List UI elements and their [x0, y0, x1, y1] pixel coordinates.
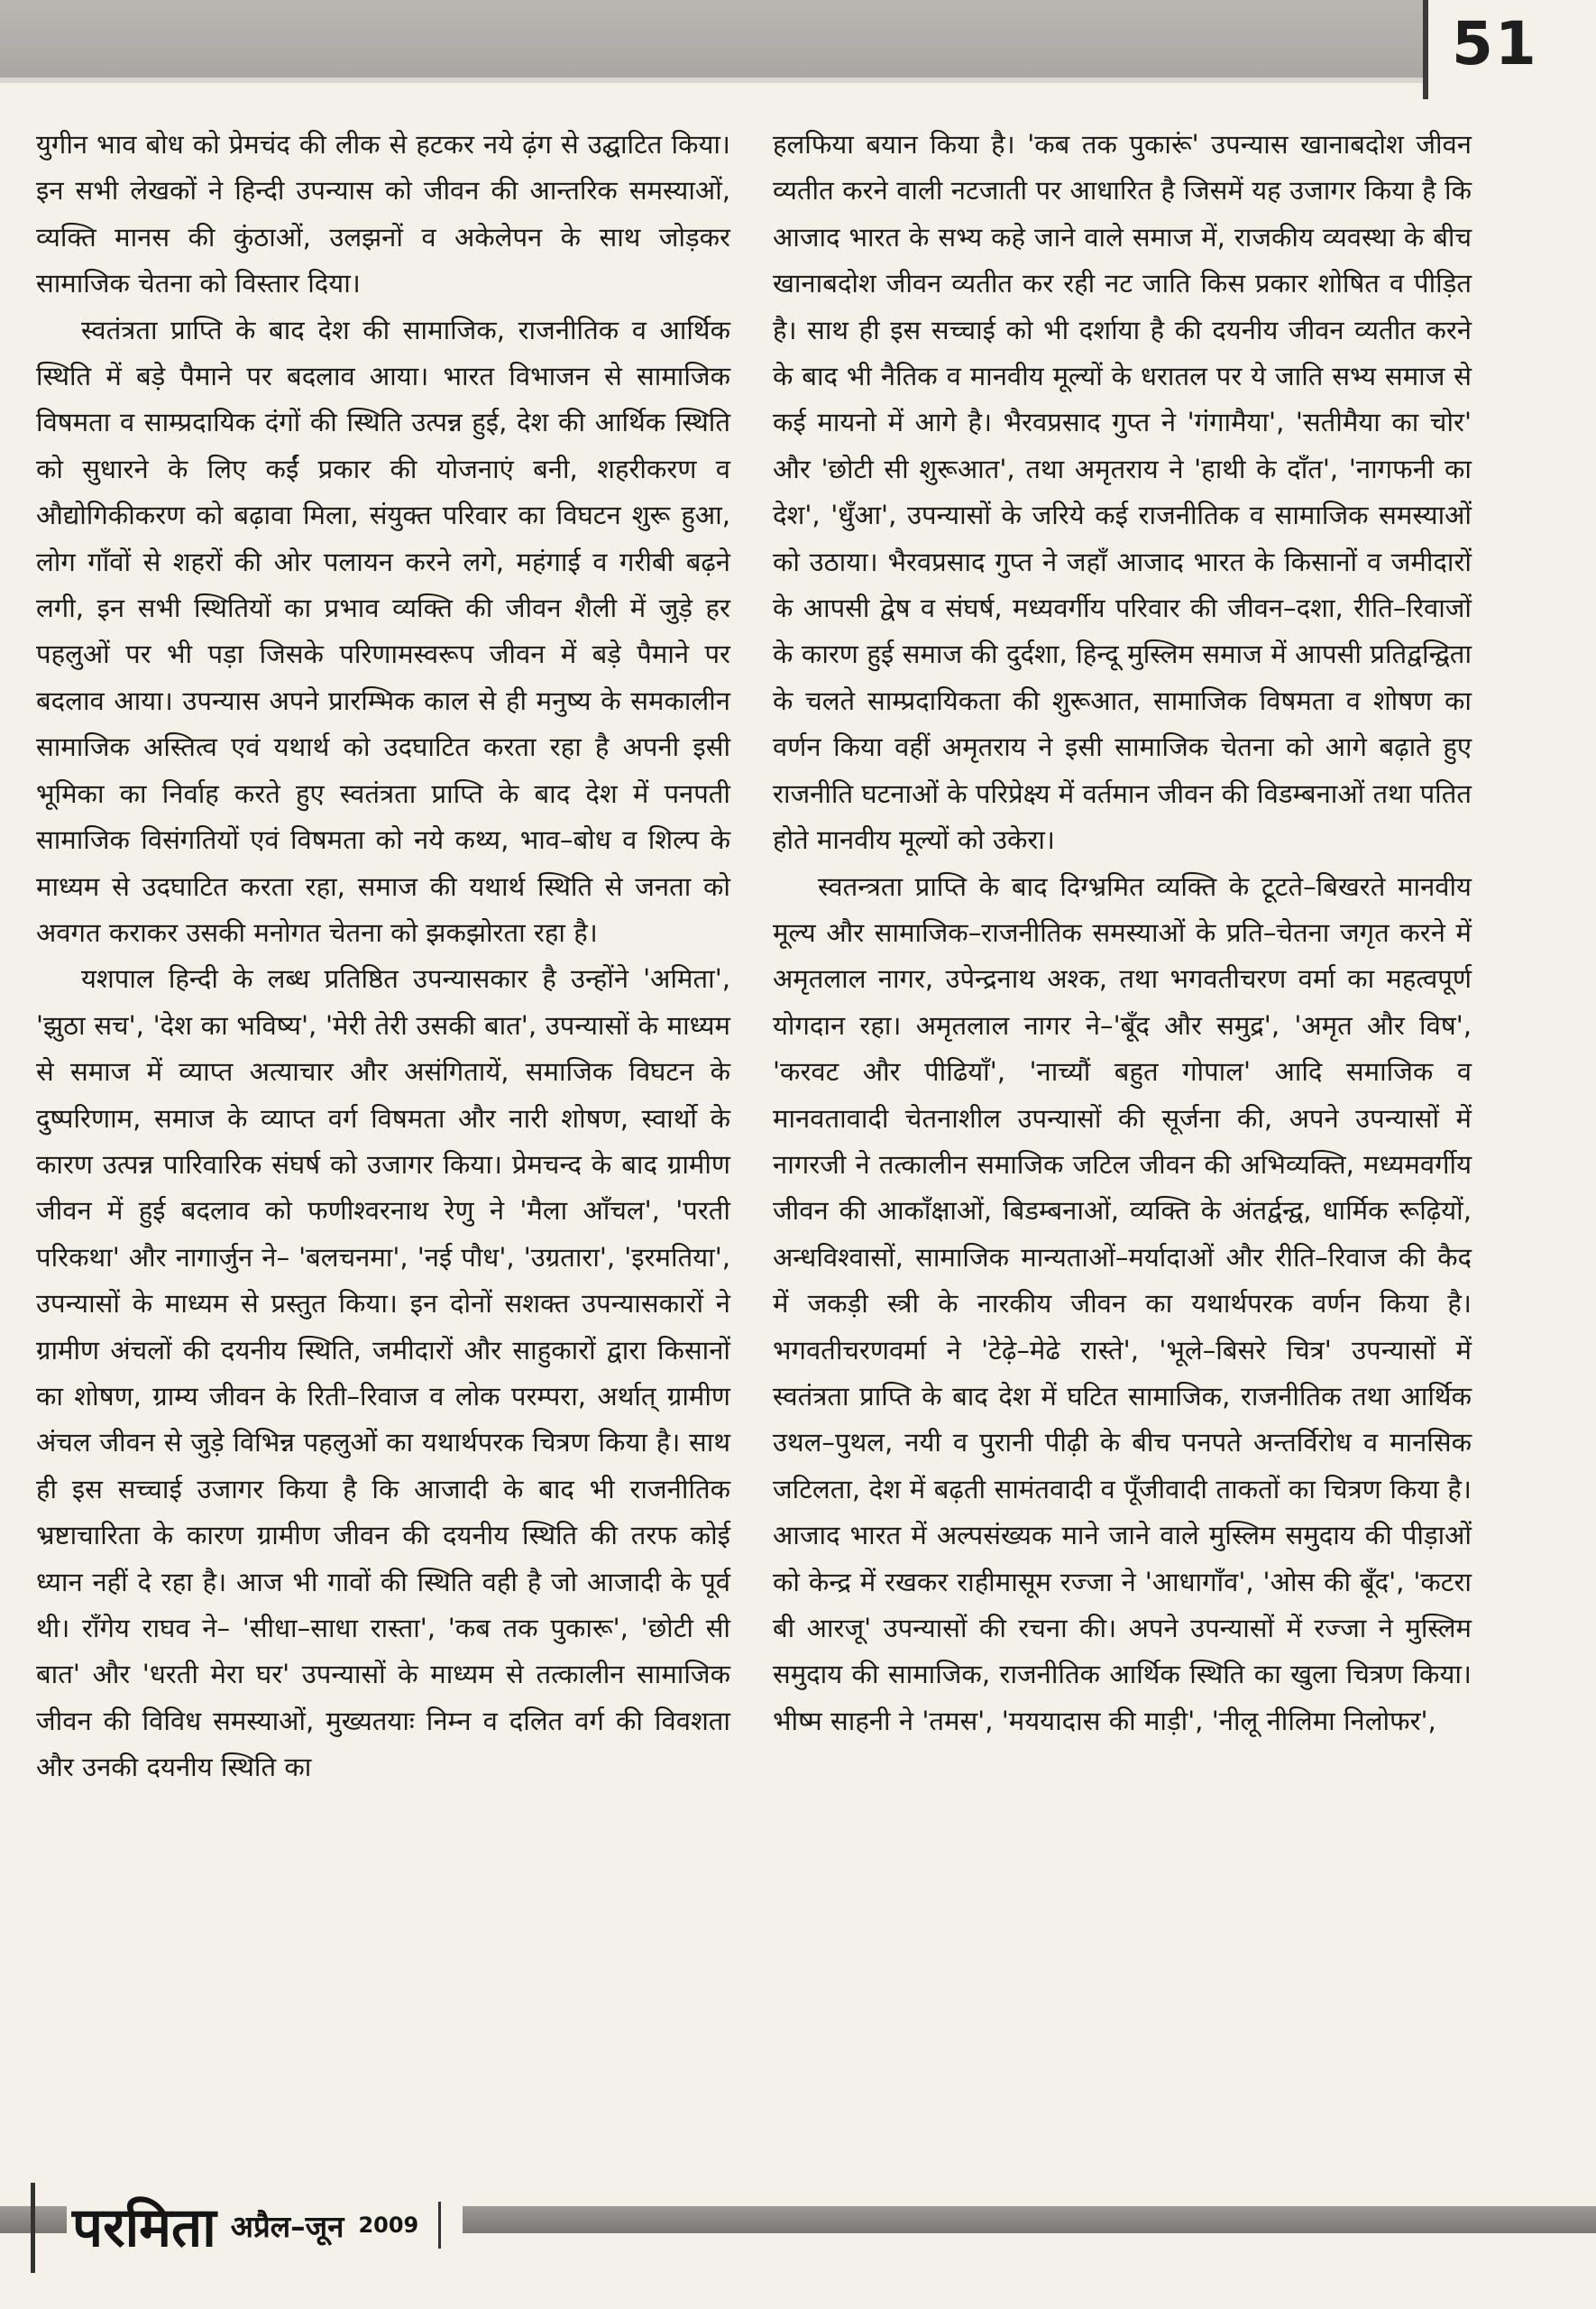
footer-brand-rule [438, 2202, 441, 2249]
left-column [36, 122, 730, 1791]
issue-year: 2009 [358, 2212, 419, 2238]
issue-label: अप्रैल–जून [230, 2208, 344, 2244]
right-column [773, 122, 1472, 1744]
paragraph: हलफिया बयान किया है। 'कब तक पुकारूं' उपन्यास खानाबदोश जीवन व्यतीत करने वाली नटजाती पर आधारित है जिसमें यह उजागर किया है कि आजाद भारत के सभ्य कहे जाने वाले समाज में, राजकीय व्यवस्था के बीच खानाबदोश जीवन व्यतीत कर रही नट जाति किस प्रकार शोषित व पीड़ित है। साथ ही इस सच्चाई को भी दर्शाया है की दयनीय जीवन व्यतीत करने के बाद भी नैतिक व मानवीय मूल्यों के धरातल पर ये जाति सभ्य समाज से कई मायनो में आगे है। भैरवप्रसाद गुप्त ने 'गंगामैया', 'सतीमैया का चोर' और 'छोटी सी शुरूआत', तथा अमृतराय ने 'हाथी के दाँत', 'नागफनी का देश', 'धुँआ', उपन्यासों के जरिये कई राजनीतिक व सामाजिक समस्याओं को उठाया। भैरवप्रसाद गुप्त ने जहाँ आजाद भारत के किसानों व जमीदारों के आपसी द्वेष व संघर्ष, मध्यवर्गीय परिवार की जीवन–दशा, रीति–रिवाजों के कारण हुई समाज की दुर्दशा, हिन्दू मुस्लिम समाज में आपसी प्रतिद्वन्द्विता के चलते साम्प्रदायिकता की शुरूआत, सामाजिक विषमता व शोषण का वर्णन किया वहीं अमृतराय ने इसी सामाजिक चेतना को आगे बढ़ाते हुए राजनीति घटनाओं के परिप्रेक्ष्य में वर्तमान जीवन की विडम्बनाओं तथा पतित होते मानवीय मूल्यों को उकेरा। [773, 129, 1472, 856]
top-header-divider [0, 78, 1423, 83]
footer-brand [67, 2185, 463, 2266]
magazine-name: परमिता [72, 2196, 216, 2259]
footer-left-rule [31, 2183, 35, 2273]
paragraph: स्वतंत्रता प्राप्ति के बाद देश की सामाजिक, राजनीतिक व आर्थिक स्थिति में बड़े पैमाने पर बदलाव आया। भारत विभाजन से सामाजिक विषमता व साम्प्रदायिक दंगों की स्थिति उत्पन्न हुई, देश की आर्थिक स्थिति को सुधारने के लिए कईं प्रकार की योजनाएं बनी, शहरीकरण व औद्योगिकीकरण को बढ़ावा मिला, संयुक्त परिवार का विघटन शुरू हुआ, लोग गाँवों से शहरों की ओर पलायन करने लगे, महंगाई व गरीबी बढ़ने लगी, इन सभी स्थितियों का प्रभाव व्यक्ति की जीवन शैली में जुड़े हर पहलुओं पर भी पड़ा जिसके परिणामस्वरूप जीवन में बड़े पैमाने पर बदलाव आया। उपन्यास अपने प्रारम्भिक काल से ही मनुष्य के समकालीन सामाजिक अस्तित्व एवं यथार्थ को उदघाटित करता रहा है अपनी इसी भूमिका का निर्वाह करते हुए स्वतंत्रता प्राप्ति के बाद देश में पनपती सामाजिक विसंगतियों एवं विषमता को नये कथ्य, भाव–बोध व शिल्प के माध्यम से उदघाटित करता रहा, समाज की यथार्थ स्थिति से जनता को अवगत कराकर उसकी मनोगत चेतना को झकझोरता रहा है। [36, 314, 730, 948]
page-number: 51 [1452, 9, 1538, 78]
paragraph: यशपाल हिन्दी के लब्ध प्रतिष्ठित उपन्यासकार है उन्होंने 'अमिता', 'झुठा सच', 'देश का भविष्य', 'मेरी तेरी उसकी बात', उपन्यासों के माध्यम से समाज में व्याप्त अत्याचार और असंगितायें, समाजिक विघटन के दुष्परिणाम, समाज के व्याप्त वर्ग विषमता और नारी शोषण, स्वार्थो के कारण उत्पन्न पारिवारिक संघर्ष को उजागर किया। प्रेमचन्द के बाद ग्रामीण जीवन में हुई बदलाव को फणीश्वरनाथ रेणु ने 'मैला आँचल', 'परती परिकथा' और नागार्जुन ने– 'बलचनमा', 'नई पौध', 'उग्रतारा', 'इरमतिया', उपन्यासों के माध्यम से प्रस्तुत किया। इन दोनों सशक्त उपन्यासकारों ने ग्रामीण अंचलों की दयनीय स्थिति, जमीदारों और साहुकारों द्वारा किसानों का शोषण, ग्राम्य जीवन के रिती–रिवाज व लोक परम्परा, अर्थात् ग्रामीण अंचल जीवन से जुड़े विभिन्न पहलुओं का यथार्थपरक चित्रण किया है। साथ ही इस सच्चाई उजागर किया है कि आजादी के बाद भी राजनीतिक भ्रष्टाचारिता के कारण ग्रामीण जीवन की दयनीय स्थिति की तरफ कोई ध्यान नहीं दे रहा है। आज भी गावों की स्थिति वही है जो आजादी के पूर्व थी। राँगेय राघव ने– 'सीधा–साधा रास्ता', 'कब तक पुकारू', 'छोटी सी बात' और 'धरती मेरा घर' उपन्यासों के माध्यम से तत्कालीन सामाजिक जीवन की विविध समस्याओं, मुख्यतयाः निम्न व दलित वर्ग की विवशता और उनकी दयनीय स्थिति का [36, 963, 730, 1783]
paragraph: युगीन भाव बोध को प्रेमचंद की लीक से हटकर नये ढ़ंग से उद्घाटित किया। इन सभी लेखकों ने हिन्दी उपन्यास को जीवन की आन्तरिक समस्याओं, व्यक्ति मानस की कुंठाओं, उलझनों व अकेलेपन के साथ जोड़कर सामाजिक चेतना को विस्तार दिया। [36, 129, 730, 299]
page-number-separator [1423, 0, 1428, 99]
paragraph: स्वतन्त्रता प्राप्ति के बाद दिग्भ्रमित व्यक्ति के टूटते–बिखरते मानवीय मूल्य और सामाजिक–राजनीतिक समस्याओं के प्रति–चेतना जगृत करने में अमृतलाल नागर, उपेन्द्रनाथ अश्क, तथा भगवतीचरण वर्मा का महत्वपूर्ण योगदान रहा। अमृतलाल नागर ने–'बूँद और समुद्र', 'अमृत और विष', 'करवट और पीढियाँ', 'नाच्यौं बहुत गोपाल' आदि समाजिक व मानवतावादी चेतनाशील उपन्यासों की सूर्जना की, अपने उपन्यासों में नागरजी ने तत्कालीन समाजिक जटिल जीवन की अभिव्यक्ति, मध्यमवर्गीय जीवन की आकाँक्षाओं, बिडम्बनाओं, व्यक्ति के अंतर्द्वन्द्व, धार्मिक रूढ़ियों, अन्धविश्वासों, सामाजिक मान्यताओं–मर्यादाओं और रीति–रिवाज की कैद में जकड़ी स्त्री के नारकीय जीवन का यथार्थपरक वर्णन किया है। भगवतीचरणवर्मा ने 'टेढ़े–मेढे रास्ते', 'भूले–बिसरे चित्र' उपन्यासों में स्वतंत्रता प्राप्ति के बाद देश में घटित सामाजिक, राजनीतिक तथा आर्थिक उथल–पुथल, नयी व पुरानी पीढ़ी के बीच पनपते अन्तर्विरोध व मानसिक जटिलता, देश में बढ़ती सामंतवादी व पूँजीवादी ताकतों का चित्रण किया है। आजाद भारत में अल्पसंख्यक माने जाने वाले मुस्लिम समुदाय की पीड़ाओं को केन्द्र में रखकर राहीमासूम रज्जा ने 'आधागाँव', 'ओस की बूँद', 'कटरा बी आरजू' उपन्यासों की रचना की। अपने उपन्यासों में रज्जा ने मुस्लिम समुदाय की सामाजिक, राजनीतिक आर्थिक स्थिति का खुला चित्रण किया। भीष्म साहनी ने 'तमस', 'मययादास की माड़ी', 'नीलू नीलिमा निलोफर', [773, 870, 1472, 1736]
top-header-band [0, 0, 1423, 78]
